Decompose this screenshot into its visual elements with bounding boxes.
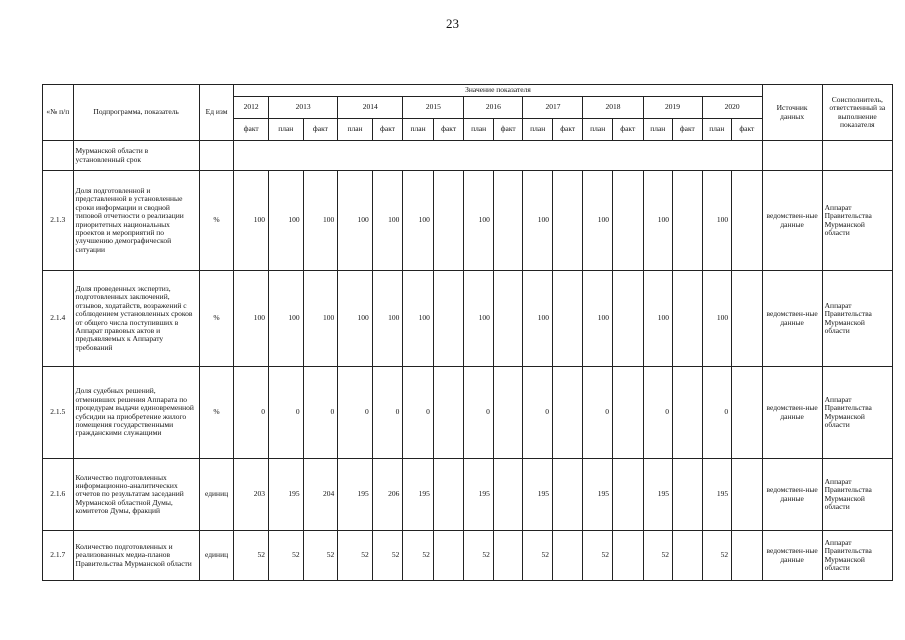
value-cell: 100	[268, 271, 303, 367]
row-number: 2.1.6	[43, 459, 74, 531]
value-cell: 100	[583, 171, 613, 271]
value-cell: 52	[303, 531, 338, 581]
value-cell: 100	[234, 171, 269, 271]
header-sub-label: план	[702, 119, 732, 141]
value-cell: 100	[303, 171, 338, 271]
value-cell	[552, 271, 583, 367]
value-cell: 52	[464, 531, 494, 581]
page-number: 23	[446, 16, 459, 31]
indicator-name: Количество подготовленных информационно-аналитических отчетов по результатам заседаний Мурманской областной Думы, комитетов Думы, фракций	[73, 459, 199, 531]
value-cell: 100	[643, 171, 673, 271]
value-cell: 195	[643, 459, 673, 531]
value-cell	[433, 459, 464, 531]
value-cell	[612, 367, 643, 459]
value-cell	[732, 271, 763, 367]
value-cell	[493, 271, 523, 367]
value-cell	[612, 459, 643, 531]
value-cell: 100	[268, 171, 303, 271]
indicator-name: Доля проведенных экспертиз, подготовленных заключений, отзывов, ходатайств, возражений с соблюдением установленных сроков от общего числа поступивших в Аппарат правовых актов и предъявляемых к Аппарату требований	[73, 271, 199, 367]
indicator-table	[42, 84, 893, 581]
indicator-name: Доля судебных решений, отменивших решения Аппарата по процедурам выдачи единовременной субсидии на приобретение жилого помещения государственными гражданскими служащими	[73, 367, 199, 459]
value-cell: 100	[702, 271, 732, 367]
value-cell	[433, 367, 464, 459]
indicator-name: Количество подготовленных и реализованных медиа-планов Правительства Мурманской области	[73, 531, 199, 581]
unit: единиц	[199, 531, 234, 581]
value-cell	[493, 459, 523, 531]
row-number: 2.1.4	[43, 271, 74, 367]
executor: Аппарат Правительства Мурманской области	[822, 531, 892, 581]
executor: Аппарат Правительства Мурманской области	[822, 459, 892, 531]
value-cell: 52	[583, 531, 613, 581]
header-sub-label: план	[523, 119, 553, 141]
value-cell	[673, 367, 703, 459]
unit: единиц	[199, 459, 234, 531]
value-cell	[552, 171, 583, 271]
value-cell: 100	[464, 271, 494, 367]
value-cell: 0	[234, 367, 269, 459]
value-cell: 52	[643, 531, 673, 581]
value-cell: 52	[234, 531, 269, 581]
header-year: 2020	[702, 97, 762, 119]
value-cell: 195	[268, 459, 303, 531]
table-row	[43, 271, 893, 367]
table-row	[43, 459, 893, 531]
value-cell	[433, 531, 464, 581]
header-value-group: Значение показателя	[234, 85, 762, 97]
value-cell	[732, 459, 763, 531]
value-cell	[552, 531, 583, 581]
value-cell	[493, 367, 523, 459]
data-source: ведомствен-ные данные	[762, 171, 822, 271]
value-cell: 100	[464, 171, 494, 271]
value-cell: 203	[234, 459, 269, 531]
value-cell: 195	[403, 459, 434, 531]
value-cell: 0	[303, 367, 338, 459]
value-cell: 100	[583, 271, 613, 367]
header-name: Подпрограмма, показатель	[73, 85, 199, 141]
header-year: 2018	[583, 97, 643, 119]
value-cell: 52	[338, 531, 373, 581]
header-year: 2016	[464, 97, 523, 119]
value-cell: 100	[372, 271, 403, 367]
header-sub-label: план	[268, 119, 303, 141]
value-cell: 0	[268, 367, 303, 459]
value-cell: 100	[403, 171, 434, 271]
value-cell: 0	[372, 367, 403, 459]
value-cell	[732, 531, 763, 581]
value-cell: 0	[643, 367, 673, 459]
table-row	[43, 171, 893, 271]
row-number: 2.1.3	[43, 171, 74, 271]
header-sub-label: факт	[303, 119, 338, 141]
value-cell: 100	[303, 271, 338, 367]
value-cell	[732, 171, 763, 271]
value-cell: 0	[464, 367, 494, 459]
header-sub-label: факт	[612, 119, 643, 141]
value-cell: 52	[268, 531, 303, 581]
value-cell: 100	[643, 271, 673, 367]
value-cell	[433, 171, 464, 271]
header-year: 2019	[643, 97, 702, 119]
indicator-name: Доля подготовленной и представленной в установленные сроки информации и сводной типовой отчетности о реализации приоритетных национальных проектов и мероприятий по улучшению демографической ситуации	[73, 171, 199, 271]
value-cell	[673, 271, 703, 367]
header-executor: Соисполнитель, ответственный за выполнение показателя	[822, 85, 892, 141]
value-cell	[493, 171, 523, 271]
value-cell	[732, 367, 763, 459]
header-year: 2014	[338, 97, 403, 119]
header-sub-label: факт	[673, 119, 703, 141]
row-number: 2.1.5	[43, 367, 74, 459]
data-source: ведомствен-ные данные	[762, 367, 822, 459]
value-cell	[433, 271, 464, 367]
header-sub-label: план	[338, 119, 373, 141]
value-cell	[552, 367, 583, 459]
value-cell: 100	[523, 171, 553, 271]
header-sub-label: факт	[732, 119, 763, 141]
value-cell: 195	[523, 459, 553, 531]
executor: Аппарат Правительства Мурманской области	[822, 271, 892, 367]
header-source: Источник данных	[762, 85, 822, 141]
value-cell	[673, 171, 703, 271]
header-sub-label: факт	[552, 119, 583, 141]
data-source: ведомствен-ные данные	[762, 271, 822, 367]
unit: %	[199, 367, 234, 459]
value-cell: 52	[702, 531, 732, 581]
value-cell: 0	[338, 367, 373, 459]
value-cell	[493, 531, 523, 581]
header-sub-label: план	[583, 119, 613, 141]
header-year: 2017	[523, 97, 583, 119]
value-cell: 100	[338, 271, 373, 367]
value-cell: 195	[583, 459, 613, 531]
value-cell: 52	[523, 531, 553, 581]
value-cell: 100	[234, 271, 269, 367]
value-cell: 195	[464, 459, 494, 531]
value-cell: 206	[372, 459, 403, 531]
value-cell: 52	[403, 531, 434, 581]
value-cell	[673, 531, 703, 581]
value-cell: 0	[702, 367, 732, 459]
executor: Аппарат Правительства Мурманской области	[822, 367, 892, 459]
header-sub-label: факт	[372, 119, 403, 141]
value-cell	[612, 271, 643, 367]
value-cell: 100	[702, 171, 732, 271]
data-source: ведомствен-ные данные	[762, 459, 822, 531]
data-source: ведомствен-ные данные	[762, 531, 822, 581]
header-year: 2013	[268, 97, 337, 119]
header-sub-label: план	[464, 119, 494, 141]
table-row	[43, 367, 893, 459]
executor: Аппарат Правительства Мурманской области	[822, 171, 892, 271]
header-sub-label: план	[403, 119, 434, 141]
value-cell: 52	[372, 531, 403, 581]
value-cell: 100	[372, 171, 403, 271]
value-cell: 100	[338, 171, 373, 271]
header-sub-label: план	[643, 119, 673, 141]
value-cell: 100	[403, 271, 434, 367]
continuation-text: Мурманской области в установленный срок	[73, 141, 199, 171]
header-year: 2015	[403, 97, 464, 119]
unit: %	[199, 171, 234, 271]
value-cell	[612, 171, 643, 271]
value-cell	[612, 531, 643, 581]
table-row	[43, 531, 893, 581]
header-num: «№ п/п	[43, 85, 74, 141]
value-cell: 100	[523, 271, 553, 367]
value-cell: 0	[403, 367, 434, 459]
value-cell	[552, 459, 583, 531]
header-year: 2012	[234, 97, 269, 119]
value-cell: 0	[583, 367, 613, 459]
header-sub-label: факт	[433, 119, 464, 141]
header-sub-label: факт	[234, 119, 269, 141]
value-cell: 195	[702, 459, 732, 531]
header-unit: Ед изм	[199, 85, 234, 141]
value-cell: 0	[523, 367, 553, 459]
header-sub-label: факт	[493, 119, 523, 141]
value-cell: 204	[303, 459, 338, 531]
value-cell	[673, 459, 703, 531]
value-cell: 195	[338, 459, 373, 531]
row-number: 2.1.7	[43, 531, 74, 581]
unit: %	[199, 271, 234, 367]
